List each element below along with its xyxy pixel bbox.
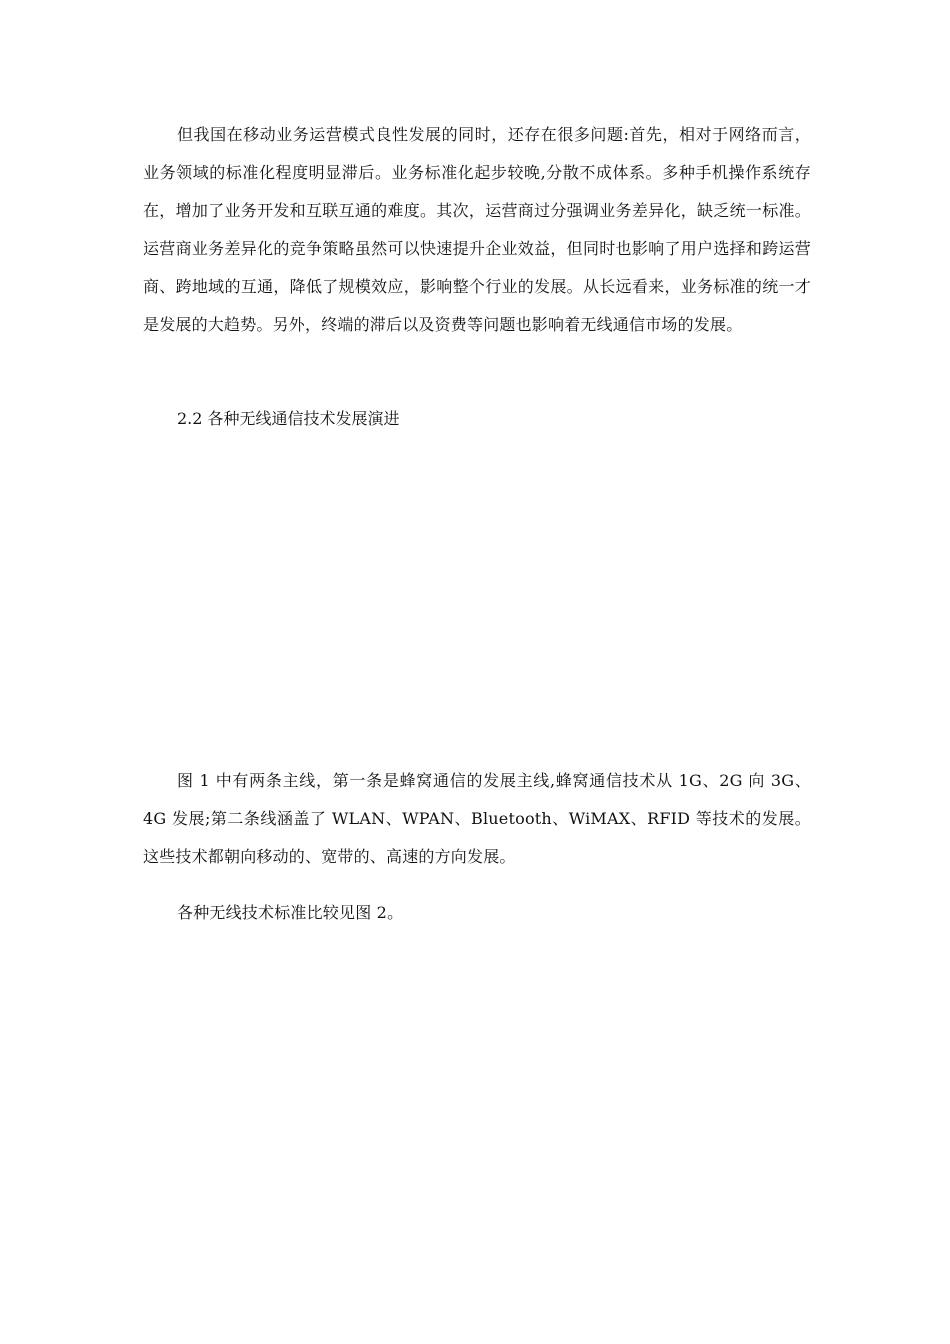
paragraph-figure-2-reference: 各种无线技术标准比较见图 2。	[177, 903, 404, 922]
figure-2-placeholder	[143, 945, 811, 1305]
paragraph-operation-issues: 但我国在移动业务运营模式良性发展的同时，还存在很多问题:首先，相对于网络而言，业务领域的标准化程度明显滞后。业务标准化起步较晚,分散不成体系。多种手机操作系统存在，增加了业务开发和互联互通的难度。其次，运营商过分强调业务差异化，缺乏统一标准。运营商业务差异化的竞争策略虽然可以快速提升企业效益，但同时也影响了用户选择和跨运营商、跨地域的互通，降低了规模效应，影响整个行业的发展。从长远看来，业务标准的统一才是发展的大趋势。另外，终端的滞后以及资费等问题也影响着无线通信市场的发展。	[143, 125, 811, 334]
figure-1-placeholder	[143, 450, 811, 750]
section-heading: 2.2 各种无线通信技术发展演进	[177, 409, 400, 428]
paragraph-figure-1-description: 图 1 中有两条主线，第一条是蜂窝通信的发展主线,蜂窝通信技术从 1G、2G 向 3G、4G 发展;第二条线涵盖了 WLAN、WPAN、Bluetooth、WiMAX、RFID 等技术的发展。这些技术都朝向移动的、宽带的、高速的方向发展。	[143, 771, 811, 866]
